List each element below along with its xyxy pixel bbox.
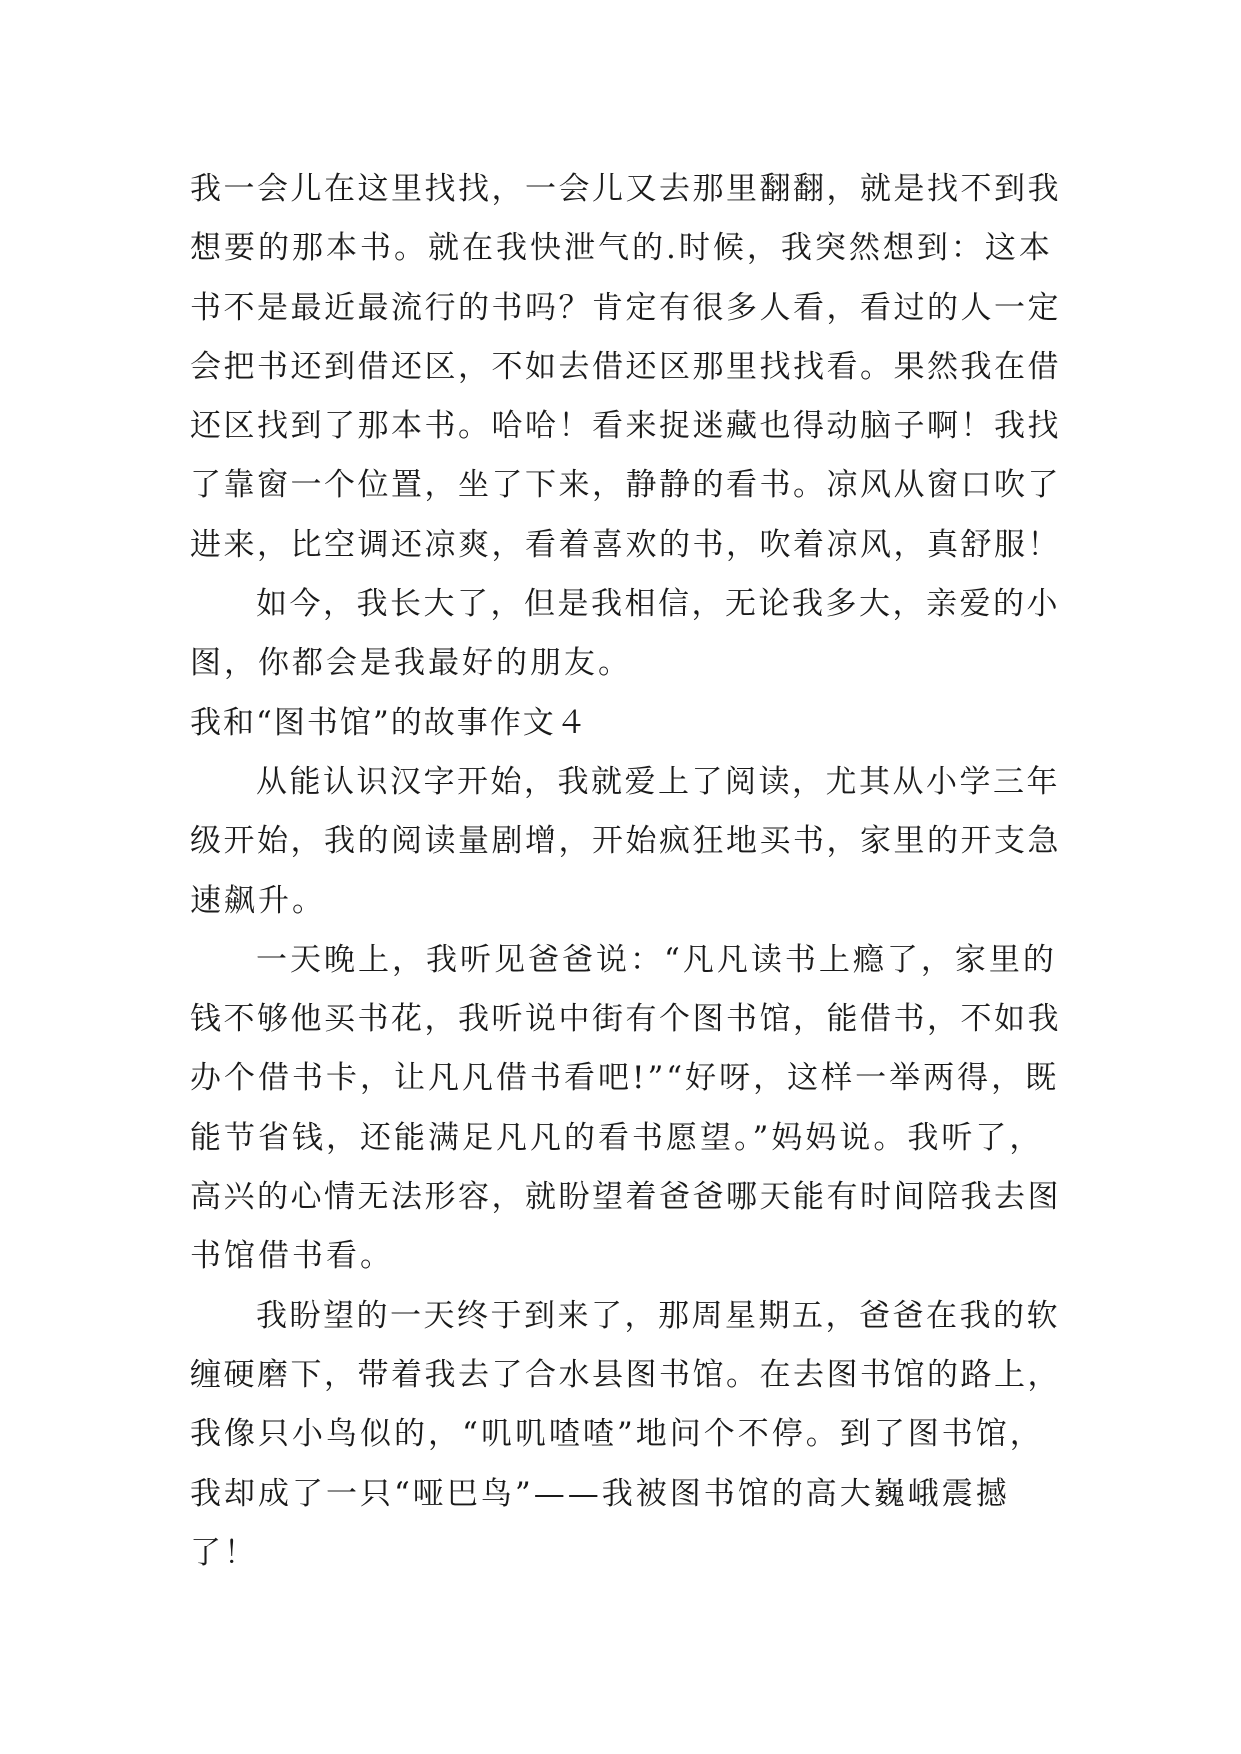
section-heading: 我和“图书馆”的故事作文４ bbox=[190, 704, 589, 741]
paragraph-first-line: 我盼望的一天终于到来了，那周星期五，爸爸在我的软 bbox=[256, 1297, 1060, 1334]
text-line: 我像只小鸟似的，“叽叽喳喳”地问个不停。到了图书馆， bbox=[190, 1416, 1044, 1453]
text-line: 能节省钱，还能满足凡凡的看书愿望。”妈妈说。我听了， bbox=[190, 1119, 1044, 1156]
text-line: 钱不够他买书花，我听说中街有个图书馆，能借书，不如我 bbox=[190, 1001, 1061, 1038]
text-line: 高兴的心情无法形容，就盼望着爸爸哪天能有时间陪我去图 bbox=[190, 1179, 1061, 1216]
text-line: 图，你都会是我最好的朋友。 bbox=[190, 645, 632, 682]
text-line: 缠硬磨下，带着我去了合水县图书馆。在去图书馆的路上， bbox=[190, 1356, 1061, 1393]
text-line: 还区找到了那本书。哈哈！看来捉迷藏也得动脑子啊！我找 bbox=[190, 408, 1061, 445]
text-line: 级开始，我的阅读量剧增，开始疯狂地买书，家里的开支急 bbox=[190, 823, 1061, 860]
text-line: 了靠窗一个位置，坐了下来，静静的看书。凉风从窗口吹了 bbox=[190, 467, 1061, 504]
paragraph-first-line: 一天晚上，我听见爸爸说：“凡凡读书上瘾了，家里的 bbox=[256, 941, 1057, 978]
text-line: 想要的那本书。就在我快泄气的.时候，我突然想到：这本 bbox=[190, 230, 1053, 267]
paragraph-first-line: 从能认识汉字开始，我就爱上了阅读，尤其从小学三年 bbox=[256, 763, 1060, 800]
text-line: 办个借书卡，让凡凡借书看吧!”“好呀，这样一举两得，既 bbox=[190, 1060, 1060, 1097]
text-line: 速飙升。 bbox=[190, 882, 326, 919]
text-line: 进来，比空调还凉爽，看着喜欢的书，吹着凉风，真舒服！ bbox=[190, 526, 1061, 563]
text-line: 我却成了一只“哑巴鸟”——我被图书馆的高大巍峨震撼 bbox=[190, 1475, 1010, 1512]
document-body bbox=[190, 160, 1070, 1583]
text-line: 了！ bbox=[190, 1534, 258, 1571]
text-line: 会把书还到借还区，不如去借还区那里找找看。果然我在借 bbox=[190, 348, 1061, 385]
text-line: 我一会儿在这里找找，一会儿又去那里翻翻，就是找不到我 bbox=[190, 171, 1061, 207]
paragraph-first-line: 如今，我长大了，但是我相信，无论我多大，亲爱的小 bbox=[256, 586, 1060, 623]
text-line: 书不是最近最流行的书吗？肯定有很多人看，看过的人一定 bbox=[190, 289, 1061, 326]
text-line: 书馆借书看。 bbox=[190, 1238, 394, 1275]
